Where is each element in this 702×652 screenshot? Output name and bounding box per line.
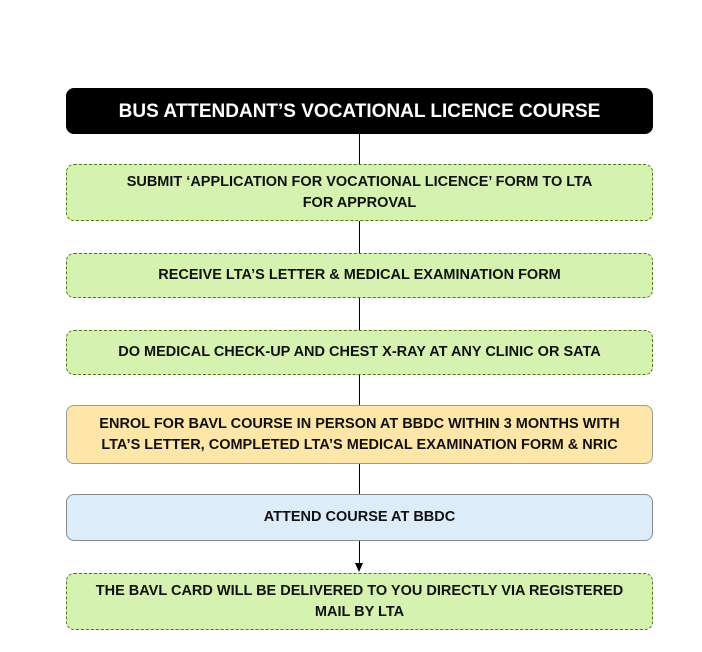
diagram-title-text: BUS ATTENDANT’S VOCATIONAL LICENCE COURSE	[118, 100, 601, 122]
step-text-line: DO MEDICAL CHECK-UP AND CHEST X-RAY AT ANY CLINIC OR SATA	[118, 344, 601, 360]
connector-line	[359, 221, 360, 253]
step-text-line: MAIL BY LTA	[314, 603, 405, 620]
step-receive-letter	[66, 253, 653, 298]
arrowhead-icon	[355, 563, 363, 572]
step-card-delivery	[66, 573, 653, 630]
step-text-line: FOR APPROVAL	[302, 194, 417, 211]
step-submit-application	[66, 164, 653, 221]
connector-line	[359, 375, 360, 405]
step-text-line: LTA’S LETTER, COMPLETED LTA’S MEDICAL EXAMINATION FORM & NRIC	[101, 436, 618, 453]
connector-line	[359, 134, 360, 164]
connector-line	[359, 298, 360, 330]
connector-line	[359, 464, 360, 494]
step-text-line: THE BAVL CARD WILL BE DELIVERED TO YOU DIRECTLY VIA REGISTERED	[95, 582, 624, 599]
step-text-line: SUBMIT ‘APPLICATION FOR VOCATIONAL LICENCE’ FORM TO LTA	[126, 173, 593, 190]
step-text-line: ENROL FOR BAVL COURSE IN PERSON AT BBDC WITHIN 3 MONTHS WITH	[99, 415, 620, 432]
step-attend-course	[66, 494, 653, 541]
diagram-title	[66, 88, 653, 134]
step-medical-checkup	[66, 330, 653, 375]
step-enrol-course	[66, 405, 653, 464]
step-text-line: ATTEND COURSE AT BBDC	[263, 509, 456, 525]
step-text-line: RECEIVE LTA’S LETTER & MEDICAL EXAMINATION FORM	[158, 267, 561, 283]
connector-line	[359, 541, 360, 563]
